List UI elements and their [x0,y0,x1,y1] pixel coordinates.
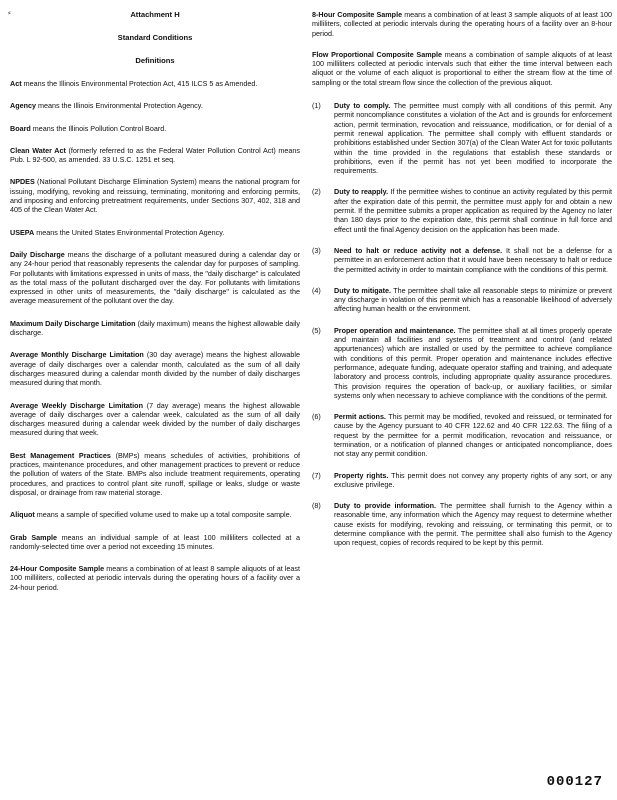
condition-7: (7) Property rights. This permit does not convey any property rights of any sort, or any exclusive privilege. [312,470,612,489]
definition-aliquot: Aliquot means a sample of specified volume used to make up a total composite sample. [10,510,292,520]
definitions-heading: Definitions [135,56,175,65]
definition-grab-sample: Grab Sample means an individual sample of at least 100 milliliters collected at a randomly-selected time over a period not exceeding 15 minutes. [10,532,300,551]
attachment-title: Attachment H [130,10,180,19]
condition-number: (7) [312,470,321,480]
condition-5: (5) Proper operation and maintenance. The permittee shall at all times properly operate and maintain all facilities and systems of treatment and control (and related appurtenances) which are installed or used by the permittee to achieve compliance with conditions of this permit. Proper operation and maintenance includes effective performance, adequate funding, adequate operator staffing and training, and adequate laboratory and process controls, including appropriate quality assurance procedures. This provision requires the operation of back-up, or auxiliary facilities, or similar systems only when necessary to achieve compliance with the conditions of the permit. [312,325,612,400]
definition-board: Board means the Illinois Pollution Control Board. [10,123,167,133]
definition-agency: Agency means the Illinois Environmental Protection Agency. [10,101,203,111]
condition-number: (6) [312,412,321,422]
right-column [312,0,612,548]
definition-average-monthly: Average Monthly Discharge Limitation (30 day average) means the highest allowable average of daily discharges over a calendar month, calculated as the sum of all daily discharges measured during a calendar month divided by the number of daily discharges measured during that month. [10,350,300,388]
condition-2: (2) Duty to reapply. If the permittee wishes to continue an activity regulated by this permit after the expiration date of this permit, the permittee must apply for and obtain a new permit. If the permittee submits a proper application as required by the Agency no later than 180 days prior to the expiration date, this permit shall continue in full force and effect until the final Agency decision on the application has been made. [312,187,613,234]
definition-24-hour-composite: 24-Hour Composite Sample means a combination of at least 8 sample aliquots of at least 100 milliliters, collected at periodic intervals during the operating hours of a facility over a 24-hour period. [10,564,301,592]
definition-act: Act means the Illinois Environmental Protection Act, 415 ILCS 5 as Amended. [10,79,258,88]
condition-8: (8) Duty to provide information. The permittee shall furnish to the Agency within a reasonable time, any information which the Agency may request to determine whether cause exists for modifying, revoking and reissuing, or terminating this permit, or to determine compliance with the permit. The permittee shall also furnish to the Agency upon request, copies of records required to be kept by this permit. [312,501,612,548]
condition-number: (1) [312,101,321,111]
definition-average-weekly: Average Weekly Discharge Limitation (7 day average) means the highest allowable average of daily discharges over a calendar week, calculated as the sum of all daily discharges measured during a calendar week divided by the number of daily discharges measured during that week. [10,400,301,438]
condition-number: (4) [312,285,321,295]
condition-number: (3) [312,245,321,255]
condition-number: (5) [312,325,321,335]
definition-bmps: Best Management Practices (BMPs) means schedules of activities, prohibitions of practices, maintenance procedures, and other management practices to prevent or reduce the pollution of waters of the State. BMPs also include treatment requirements, operating procedures, and practices to control plant site runoff, spillage or leaks, sludge or waste disposal, or drainage from raw material storage. [10,450,300,497]
definition-clean-water-act: Clean Water Act (formerly referred to as the Federal Water Pollution Control Act) means Pub. L 92-500, as amended. 33 U.S.C. 1251 et seq. [10,145,301,165]
margin-mark: ⸗ [8,8,11,17]
definition-daily-discharge: Daily Discharge means the discharge of a pollutant measured during a calendar day or any 24-hour period that reasonably represents the calendar day for purposes of sampling. For pollutants with limitations expressed in units of mass, the "daily discharge" is calculated as the total mass of the pollutant discharged over the day. For pollutants with limitations expressed in other units of measurements, the "daily discharge" is calculated as the average measurement of the pollutant over the day. [10,249,300,306]
condition-number: (8) [312,501,321,511]
condition-3: (3) Need to halt or reduce activity not a defense. It shall not be a defense for a permittee in an enforcement action that it would have been necessary to halt or reduce the permitted activity in order to maintain compliance with the conditions of this permit. [312,245,613,274]
definition-maximum-daily: Maximum Daily Discharge Limitation (daily maximum) means the highest allowable daily discharge. [10,318,300,338]
condition-6: (6) Permit actions. This permit may be modified, revoked and reissued, or terminated for cause by the Agency pursuant to 40 CFR 122.62 and 40 CFR 122.63. The filing of a request by the permittee for a permit modification, revocation and reissuance, or termination, or a notification of planned changes or anticipated noncompliance, does not stay any permit condition. [312,412,612,459]
definition-8-hour-composite: 8-Hour Composite Sample means a combination of at least 3 sample aliquots of at least 100 milliliters, collected at periodic intervals during the operating hours of a facility over an 8-hour period. [312,10,613,38]
condition-4: (4) Duty to mitigate. The permittee shall take all reasonable steps to minimize or prevent any discharge in violation of this permit which has a reasonable likelihood of adversely affecting human health or the environment. [312,285,612,314]
condition-1: (1) Duty to comply. The permittee must comply with all conditions of this permit. Any permit noncompliance constitutes a violation of the Act and is grounds for enforcement action, permit termination, revocation and reissuance, modification, or for denial of a permit renewal application. The permittee shall comply with effluent standards or prohibitions established under Section 307(a) of the Clean Water Act for toxic pollutants within the time provided in the regulations that establish these standards or prohibitions, even if the permit has not yet been modified to incorporate the requirements. [312,101,612,176]
definition-npdes: NPDES (National Pollutant Discharge Elimination System) means the national program for issuing, modifying, revoking and reissuing, terminating, monitoring and enforcing permits, and imposing and enforcing pretreatment requirements, under Sections 307, 402, 318 and 405 of the Clean Water Act. [10,177,300,215]
left-column [10,0,300,592]
standard-conditions-heading: Standard Conditions [117,33,193,42]
definition-flow-proportional: Flow Proportional Composite Sample means a combination of sample aliquots of at least 100 milliliters collected at periodic intervals such that either the time interval between each aliquot or the volume of each aliquot is proportional to either the stream flow at the time of sampling or the total stream flow since the collection of the previous aliquot. [312,49,612,87]
definition-usepa: USEPA means the United States Environmental Protection Agency. [10,227,225,237]
condition-number: (2) [312,187,321,197]
page-number: 000127 [546,774,603,790]
